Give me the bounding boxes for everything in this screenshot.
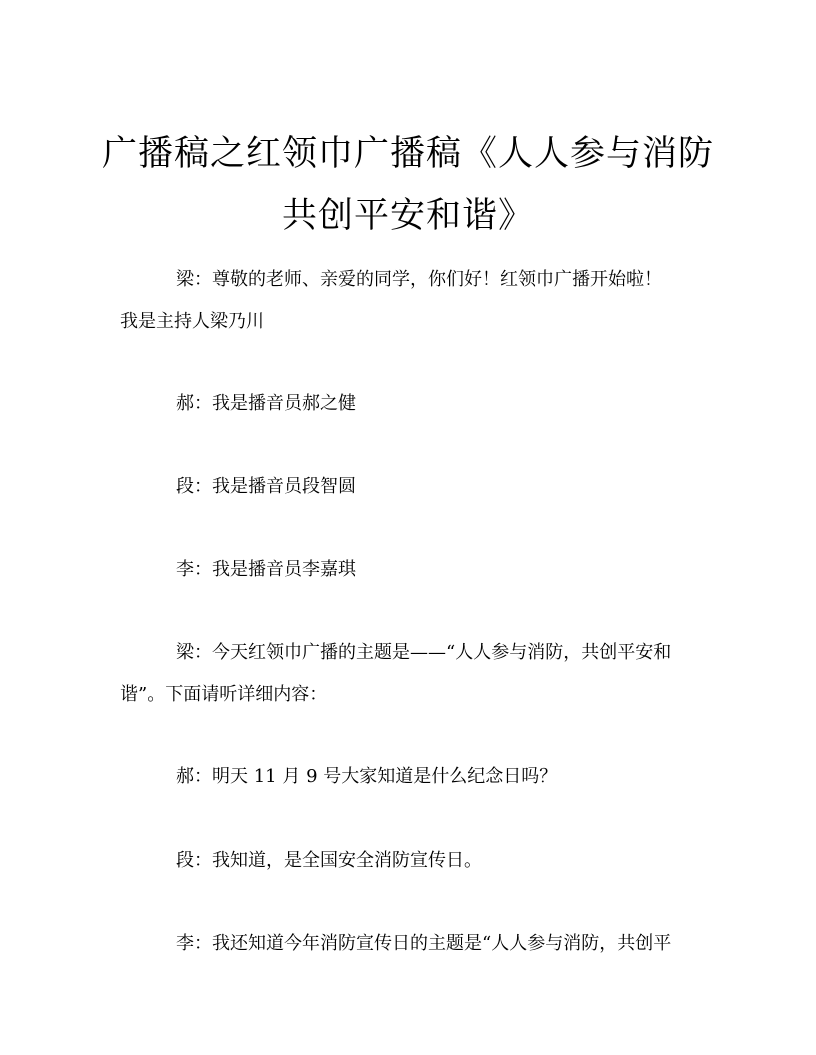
paragraph-4: 李：我是播音员李嘉琪 bbox=[176, 559, 356, 580]
paragraph-5-line-2: 谐”。下面请听详细内容： bbox=[120, 684, 328, 705]
paragraph-6: 郝：明天 11 月 9 号大家知道是什么纪念日吗？ bbox=[176, 766, 558, 787]
paragraph-8-line-1: 李：我还知道今年消防宣传日的主题是“人人参与消防，共创平 bbox=[176, 933, 672, 954]
document-title-line-2: 共创平安和谐》 bbox=[281, 196, 534, 237]
paragraph-1-line-1: 梁：尊敬的老师、亲爱的同学，你们好！红领巾广播开始啦！ bbox=[176, 269, 662, 290]
paragraph-2: 郝：我是播音员郝之健 bbox=[176, 393, 356, 414]
paragraph-5-line-1: 梁：今天红领巾广播的主题是——“人人参与消防，共创平安和 bbox=[176, 642, 672, 663]
paragraph-1-line-2: 我是主持人梁乃川 bbox=[120, 311, 264, 332]
paragraph-7: 段：我知道，是全国安全消防宣传日。 bbox=[176, 850, 482, 871]
paragraph-3: 段：我是播音员段智圆 bbox=[176, 476, 356, 497]
document-title-line-1: 广播稿之红领巾广播稿《人人参与消防 bbox=[101, 134, 714, 175]
